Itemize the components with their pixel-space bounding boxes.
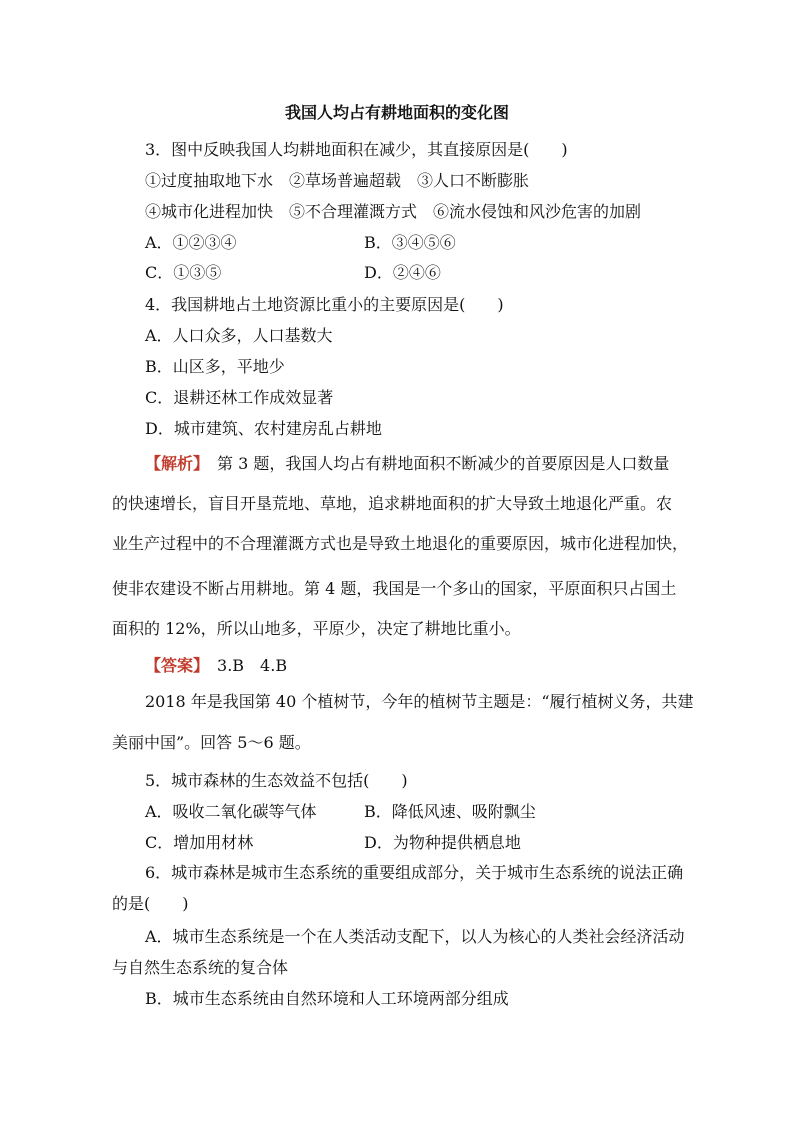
q4-stem: 4．我国耕地占土地资源比重小的主要原因是( )	[145, 295, 504, 314]
q4-option-b: B．山区多，平地少	[145, 357, 285, 376]
q6-option-a-line2: 与自然生态系统的复合体	[112, 958, 289, 977]
q6-option-b: B．城市生态系统由自然环境和人工环境两部分组成	[145, 989, 509, 1008]
q3-option-d: D．②④⑥	[364, 263, 441, 282]
q3-option-c: C．①③⑤	[145, 263, 222, 282]
intro-line1: 2018 年是我国第 40 个植树节，今年的植树节主题是：“履行植树义务，共建	[145, 692, 694, 711]
analysis-tag: 【解析】	[145, 454, 202, 473]
answer-tag: 【答案】	[145, 656, 202, 675]
q5-stem: 5．城市森林的生态效益不包括( )	[145, 771, 408, 790]
figure-caption: 我国人均占有耕地面积的变化图	[284, 103, 509, 122]
q6-option-a-line1: A．城市生态系统是一个在人类活动支配下，以人为核心的人类社会经济活动	[145, 927, 685, 946]
intro-line2: 美丽中国”。回答 5～6 题。	[112, 733, 311, 752]
q5-option-a: A．吸收二氧化碳等气体	[145, 802, 317, 821]
answer-line	[145, 656, 287, 676]
answer-text: 3.B 4.B	[217, 656, 288, 675]
q5-option-b: B．降低风速、吸附飘尘	[364, 802, 536, 821]
q6-stem-line2: 的是( )	[112, 894, 189, 913]
analysis-line3: 业生产过程中的不合理灌溉方式也是导致土地退化的重要原因，城市化进程加快，	[112, 534, 689, 553]
analysis-line1	[145, 454, 669, 474]
q3-option-b: B．③④⑤⑥	[364, 233, 456, 252]
q4-option-a: A．人口众多，人口基数大	[145, 326, 333, 345]
analysis-line4: 使非农建设不断占用耕地。第 4 题，我国是一个多山的国家，平原面积只占国土	[112, 579, 677, 598]
q4-option-d: D．城市建筑、农村建房乱占耕地	[145, 419, 382, 438]
q6-stem-line1: 6．城市森林是城市生态系统的重要组成部分，关于城市生态系统的说法正确	[145, 863, 684, 882]
q5-option-d: D．为物种提供栖息地	[364, 833, 521, 852]
q3-list-line1: ①过度抽取地下水 ②草场普遍超载 ③人口不断膨胀	[145, 171, 530, 190]
q4-option-c: C．退耕还林工作成效显著	[145, 388, 334, 407]
q3-stem: 3．图中反映我国人均耕地面积在减少，其直接原因是( )	[145, 140, 568, 159]
analysis-line2: 的快速增长，盲目开垦荒地、草地，追求耕地面积的扩大导致土地退化严重。农	[112, 494, 673, 513]
q3-option-a: A．①②③④	[145, 233, 237, 252]
q5-option-c: C．增加用材林	[145, 833, 254, 852]
analysis-text-line1: 第 3 题，我国人均占有耕地面积不断减少的首要原因是人口数量	[217, 454, 670, 473]
q3-list-line2: ④城市化进程加快 ⑤不合理灌溉方式 ⑥流水侵蚀和风沙危害的加剧	[145, 202, 642, 221]
analysis-line5: 面积的 12%，所以山地多，平原少，决定了耕地比重小。	[112, 619, 521, 638]
